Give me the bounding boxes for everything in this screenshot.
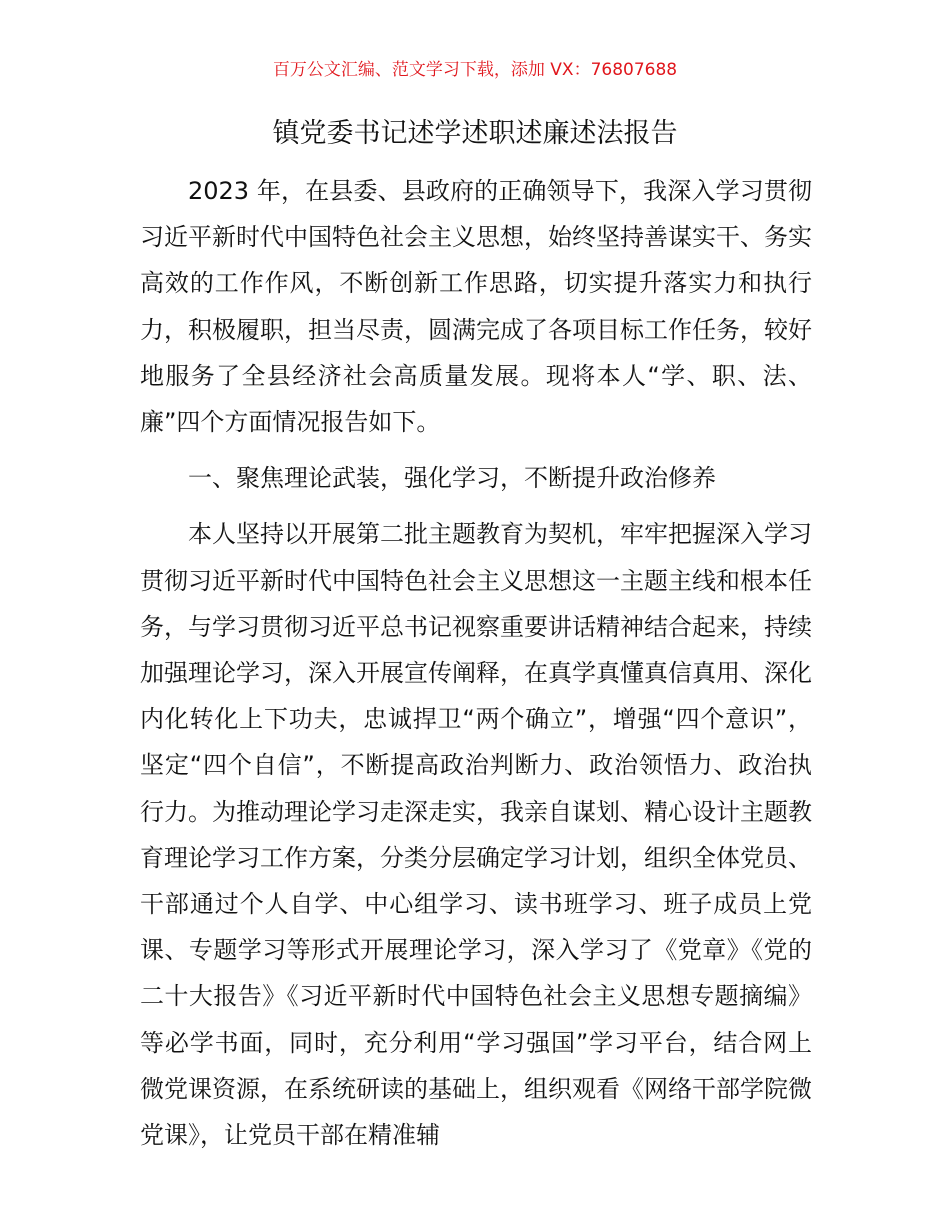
watermark-banner: 百万公文汇编、范文学习下载，添加 VX：76807688	[272, 60, 678, 80]
section-heading: 一、聚焦理论武装，强化学习，不断提升政治修养	[188, 464, 716, 493]
section-paragraph: 本人坚持以开展第二批主题教育为契机，牢牢把握深入学习贯彻习近平新时代中国特色社会主义思想这一主题主线和根本任务，与学习贯彻习近平总书记视察重要讲话精神结合起来，持续加强理论学习，深入开展宣传阐释，在真学真懂真信真用、深化内化转化上下功夫，忠诚捍卫“两个确立”，增强“四个意识”，坚定“四个自信”，不断提高政治判断力、政治领悟力、政治执行力。为推动理论学习走深走实，我亲自谋划、精心设计主题教育理论学习工作方案，分类分层确定学习计划，组织全体党员、干部通过个人自学、中心组学习、读书班学习、班子成员上党课、专题学习等形式开展理论学习，深入学习了《党章》《党的二十大报告》《习近平新时代中国特色社会主义思想专题摘编》等必学书面，同时，充分利用“学习强国”学习平台，结合网上微党课资源，在系统研读的基础上，组织观看《网络干部学院微党课》，让党员干部在精准辅	[140, 520, 812, 1150]
intro-paragraph: 2023 年，在县委、县政府的正确领导下，我深入学习贯彻习近平新时代中国特色社会主义思想，始终坚持善谋实干、务实高效的工作作风，不断创新工作思路，切实提升落实力和执行力，积极履职，担当尽责，圆满完成了各项目标工作任务，较好地服务了全县经济社会高质量发展。现将本人“学、职、法、廉”四个方面情况报告如下。	[140, 177, 812, 437]
document-body	[140, 168, 812, 1158]
document-title: 镇党委书记述学述职述廉述法报告	[272, 118, 678, 149]
